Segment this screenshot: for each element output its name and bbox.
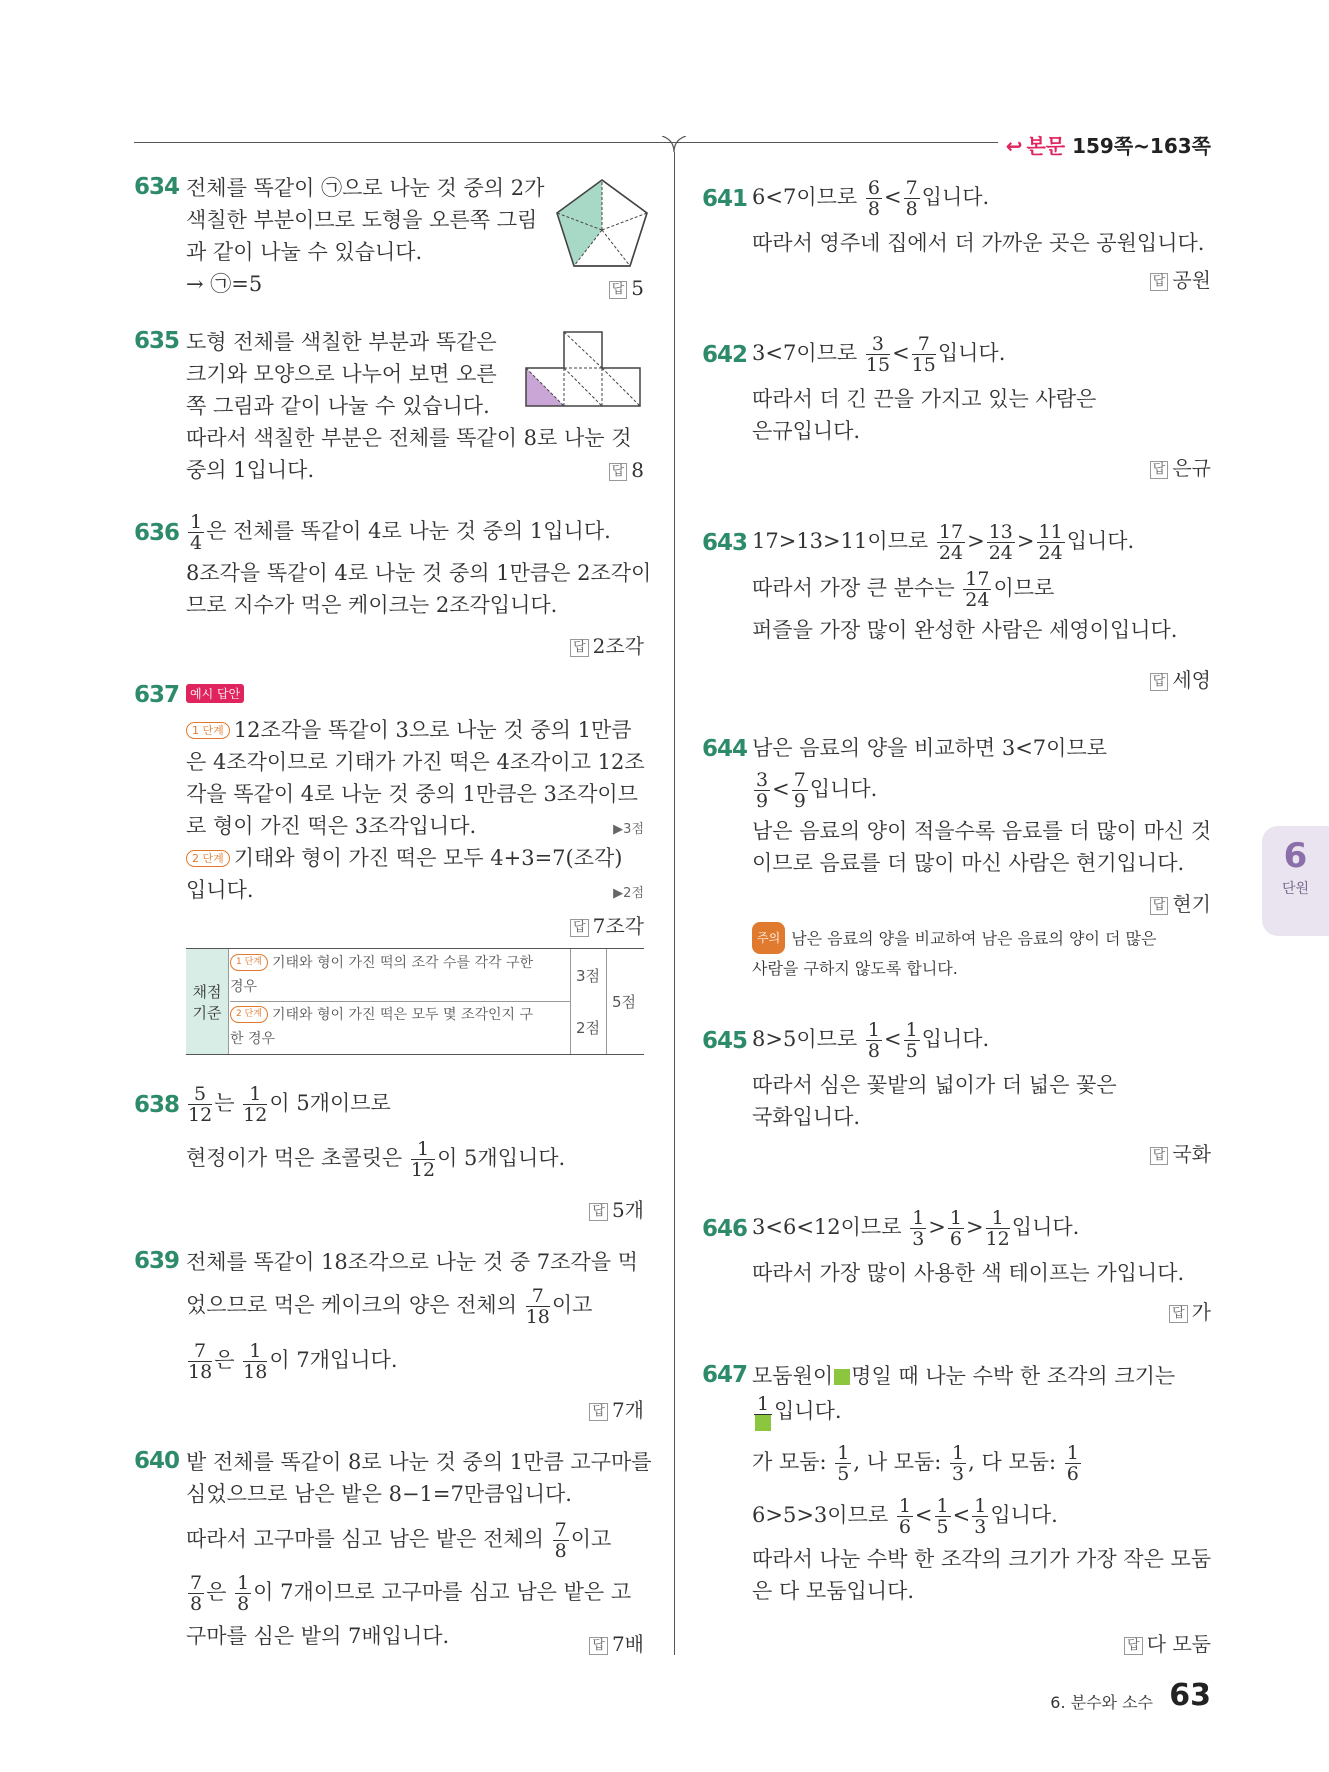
- step-badge: 2 단계: [230, 1006, 268, 1023]
- problem-641: 6<7이므로 $\frac{6}{8}$ < $\frac{7}{8}$ 입니다. 따라서 영주네 집에서 더 가까운 곳은 공원입니다.: [752, 177, 1205, 255]
- answer-646: 답 가: [1169, 1296, 1211, 1325]
- rubric-total: 5점: [611, 993, 637, 1011]
- problem-639: 전체를 똑같이 18조각으로 나눈 것 중 7조각을 먹 었으므로 먹은 케이크의 양은 전체의 $\frac{7}{18}$ 이고 $\frac{7}{18}$ 은 $\frac{1}{18}$ 이 7개입니다.: [186, 1250, 638, 1383]
- answer-645: 답 국화: [1150, 1138, 1211, 1167]
- problem-number: 643: [702, 530, 748, 556]
- problem-644: 남은 음료의 양을 비교하면 3<7이므로 $\frac{3}{9}$ < $\frac{7}{9}$ 입니다. 남은 음료의 양이 적을수록 음료를 더 많이 마신 것 이므로 음료를 더 많이 마신 사람은 현기입니다.: [752, 736, 1212, 875]
- rubric-divider: [228, 949, 229, 1054]
- rubric-divider: [230, 1001, 570, 1002]
- answer-641: 답 공원: [1150, 264, 1211, 293]
- caution-badge: 주의: [752, 922, 785, 954]
- problem-number: 645: [702, 1028, 748, 1054]
- caution-note: 주의 남은 음료의 양을 비교하여 남은 음료의 양이 더 많은 사람을 구하지 않도록 합니다.: [752, 922, 1222, 984]
- problem-647: 모둠원이 명일 때 나눈 수박 한 조각의 크기는 1 입니다. 가 모둠: $\frac{1}{5}$ , 나 모둠: $\frac{1}{3}$ , 다 모둠: $\frac{1}{6}$ 6>5>3이므로 $\frac{1}{6}$ < $\frac{1}{5}$ < $\frac{1}{3}$ 입니다. 따라서 나눈 수박 한 조각의 크기가 가장 작은 모둠 은 다 모둠입니다.: [752, 1364, 1212, 1603]
- step-badge: 1 단계: [230, 954, 268, 971]
- blank-square-icon: [755, 1415, 771, 1431]
- pentagon-figure: [553, 176, 651, 272]
- problem-636: $\frac{1}{4}$ 은 전체를 똑같이 4로 나눈 것 중의 1입니다. 8조각을 똑같이 4로 나눈 것 중의 1만큼은 2조각이 므로 지수가 먹은 케이크는 2조각입니다.: [186, 511, 652, 617]
- rubric-divider: [570, 949, 571, 1054]
- problem-number: 634: [134, 174, 180, 200]
- rubric-points: 2점: [575, 1019, 601, 1037]
- rubric-header: 채점 기준: [186, 949, 228, 1054]
- t-shape-figure: [524, 330, 642, 408]
- problem-number: 641: [702, 186, 748, 212]
- example-answer-badge: 예시 답안: [186, 684, 244, 706]
- return-arrow-icon: ↩: [1005, 134, 1023, 158]
- step-badge: 2 단계: [186, 850, 230, 867]
- answer-639: 답 7개: [589, 1394, 644, 1423]
- problem-640: 밭 전체를 똑같이 8로 나눈 것 중의 1만큼 고구마를 심었으므로 남은 밭은 8−1=7만큼입니다. 따라서 고구마를 심고 남은 밭은 전체의 $\frac{7}{8}$ 이고 $\frac{7}{8}$ 은 $\frac{1}{8}$ 이 7개이므로 고구마를 심고 남은 밭은 고 구마를 심은 밭의 7배입니다.: [186, 1450, 652, 1648]
- points-label: ▶3점: [613, 822, 644, 837]
- points-label: ▶2점: [613, 886, 644, 901]
- unit-tab[interactable]: 6 단원: [1262, 826, 1329, 936]
- page-number: 63: [1169, 1678, 1211, 1713]
- rubric-row: 2 단계 기태와 형이 가진 떡은 모두 몇 조각인지 구 한 경우: [230, 1007, 534, 1047]
- answer-638: 답 5개: [589, 1194, 644, 1223]
- chapter-title: 6. 분수와 소수: [1050, 1693, 1153, 1712]
- problem-638: $\frac{5}{12}$ 는 $\frac{1}{12}$ 이 5개이므로 현정이가 먹은 초콜릿은 $\frac{1}{12}$ 이 5개입니다.: [186, 1083, 566, 1181]
- problem-number: 636: [134, 520, 180, 546]
- header-rule-right: [674, 142, 1034, 143]
- scoring-rubric: [186, 948, 644, 1055]
- rubric-divider: [606, 949, 607, 1054]
- blank-square-icon: [834, 1369, 850, 1385]
- column-notch: [662, 136, 686, 152]
- answer-643: 답 세영: [1150, 664, 1211, 693]
- rubric-points: 3점: [575, 967, 601, 985]
- answer-635: 답 8: [609, 458, 644, 482]
- problem-number: 639: [134, 1248, 180, 1274]
- step-badge: 1 단계: [186, 722, 230, 739]
- problem-635: 도형 전체를 색칠한 부분과 똑같은 크기와 모양으로 나누어 보면 오른 쪽 그림과 같이 나눌 수 있습니다. 따라서 색칠한 부분은 전체를 똑같이 8로 나눈 것 중의 1입니다.: [186, 330, 632, 482]
- rubric-row: 1 단계 기태와 형이 가진 떡의 조각 수를 각각 구한 경우: [230, 955, 534, 995]
- problem-number: 637: [134, 682, 180, 708]
- problem-number: 640: [134, 1448, 180, 1474]
- header-rule-left: [134, 142, 674, 143]
- answer-644: 답 현기: [1150, 888, 1211, 917]
- problem-number: 644: [702, 736, 748, 762]
- page-reference: ↩ 본문 159쪽~163쪽: [998, 130, 1211, 159]
- problem-number: 646: [702, 1216, 748, 1242]
- problem-number: 647: [702, 1362, 748, 1388]
- answer-637: 답 7조각: [570, 910, 644, 939]
- problem-number: 642: [702, 342, 748, 368]
- problem-number: 635: [134, 328, 180, 354]
- problem-646: 3<6<12이므로 $\frac{1}{3}$ > $\frac{1}{6}$ > $\frac{1}{12}$ 입니다. 따라서 가장 많이 사용한 색 테이프는 가입니다.: [752, 1207, 1185, 1285]
- answer-636: 답 2조각: [570, 630, 644, 659]
- answer-647: 답 다 모둠: [1124, 1628, 1211, 1657]
- problem-645: 8>5이므로 $\frac{1}{8}$ < $\frac{1}{5}$ 입니다. 따라서 심은 꽃밭의 넓이가 더 넓은 꽃은 국화입니다.: [752, 1019, 1117, 1129]
- column-divider: [674, 152, 675, 1655]
- problem-number: 638: [134, 1092, 180, 1118]
- answer-634: 답 5: [609, 276, 644, 300]
- answer-640: 답 7배: [589, 1628, 644, 1657]
- problem-642: 3<7이므로 $\frac{3}{15}$ < $\frac{7}{15}$ 입니다. 따라서 더 긴 끈을 가지고 있는 사람은 은규입니다.: [752, 333, 1097, 443]
- problem-634: 전체를 똑같이 ㉠으로 나눈 것 중의 2가 색칠한 부분이므로 도형을 오른쪽 그림 과 같이 나눌 수 있습니다. → ㉠=5: [186, 176, 545, 296]
- problem-637: 1 단계 12조각을 똑같이 3으로 나눈 것 중의 1만큼 은 4조각이므로 기태가 가진 떡은 4조각이고 12조 각을 똑같이 4로 나눈 것 중의 1만큼은 3조각이므 로 형이 가진 떡은 3조각입니다. 2 단계 기태와 형이 가진 떡은 모두 4+3=7(조각) 입니다.: [186, 718, 645, 902]
- answer-642: 답 은규: [1150, 452, 1211, 481]
- problem-643: 17>13>11이므로 $\frac{17}{24}$ > $\frac{13}{24}$ > $\frac{11}{24}$ 입니다. 따라서 가장 큰 분수는 $\frac{17}{24}$ 이므로 퍼즐을 가장 많이 완성한 사람은 세영이입니다.: [752, 521, 1178, 642]
